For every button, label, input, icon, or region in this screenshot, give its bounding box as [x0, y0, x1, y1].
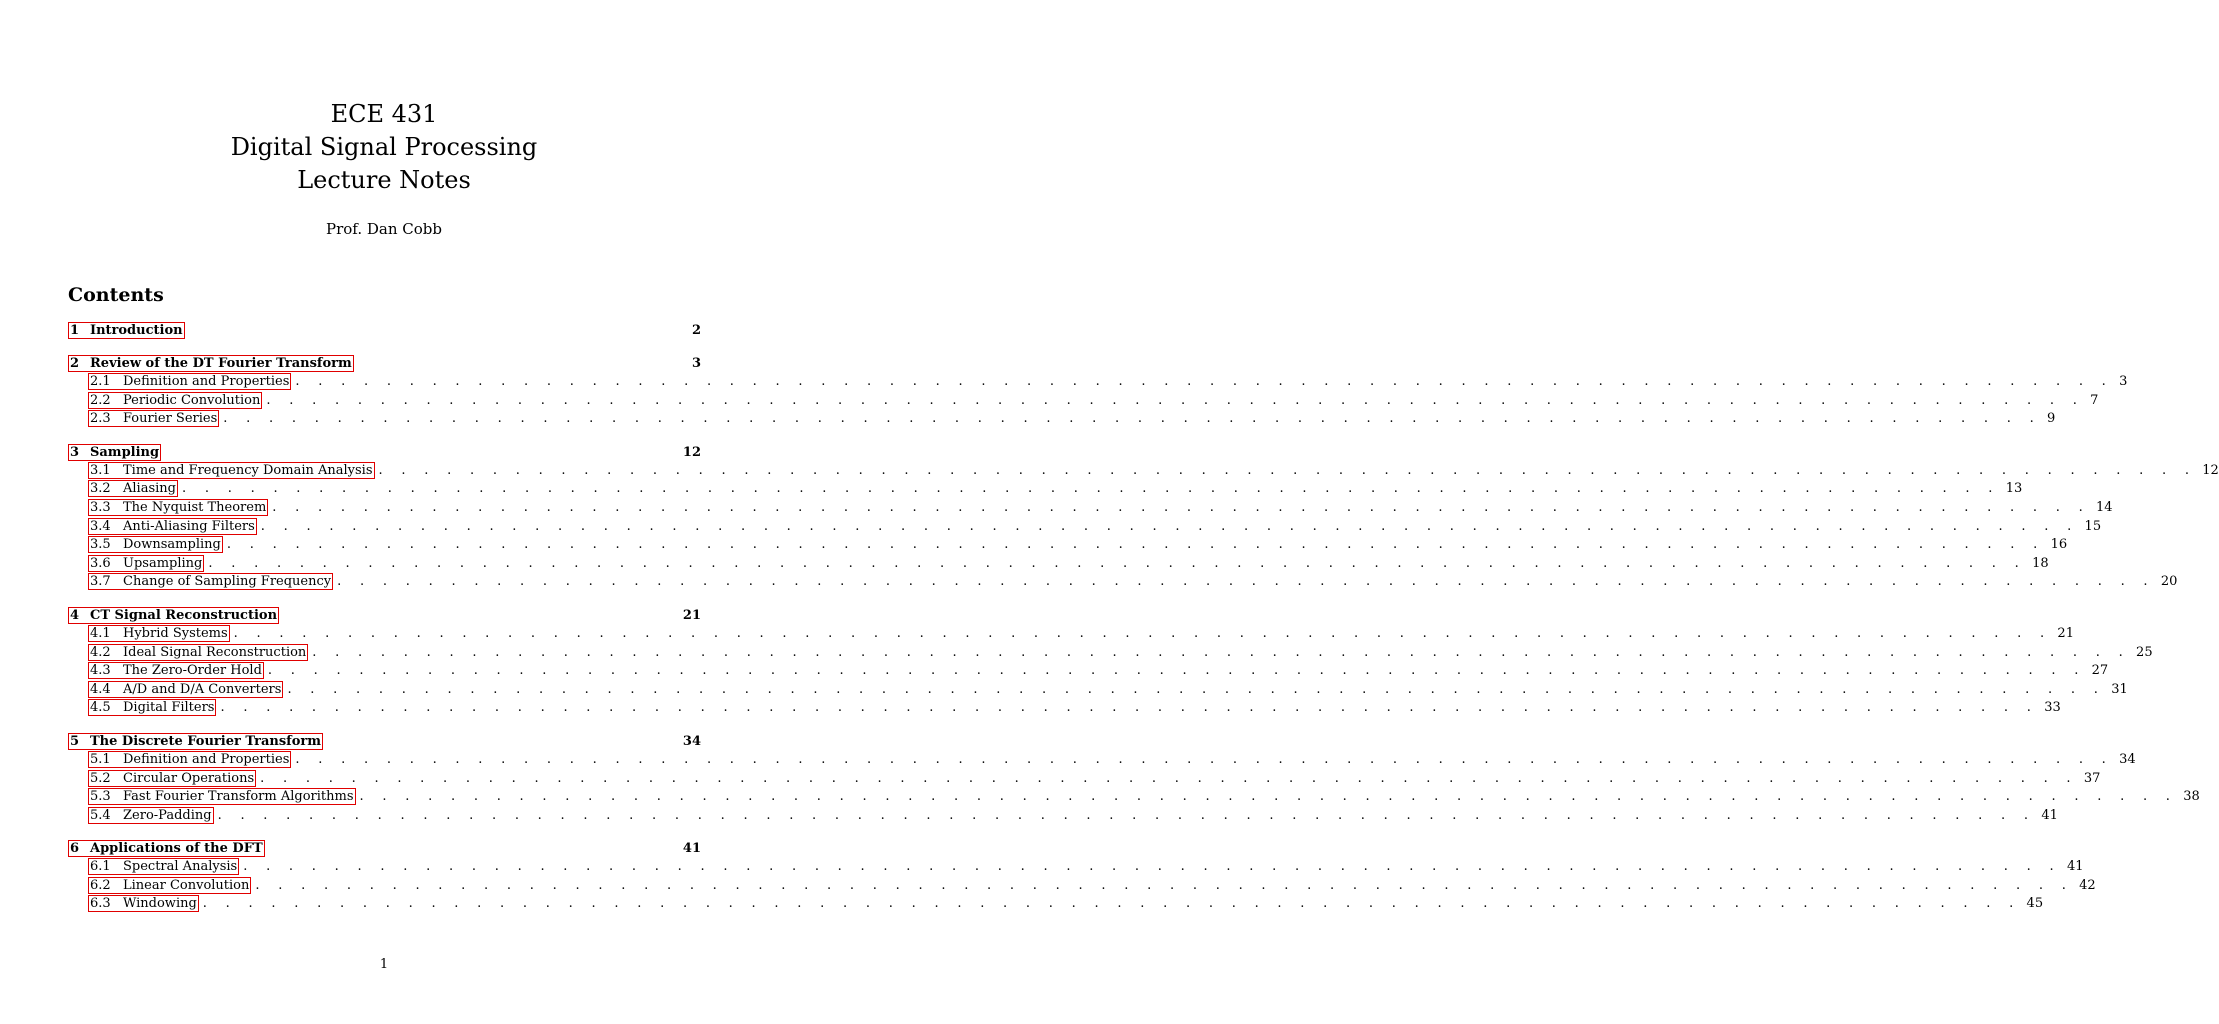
section-number: 4	[70, 607, 80, 623]
toc-subsection-row	[68, 625, 2074, 644]
subsection-title: Fourier Series	[123, 411, 218, 427]
toc-section-link[interactable]	[68, 733, 323, 750]
section-page: 2	[691, 323, 701, 338]
toc-section-row	[68, 444, 701, 462]
toc-section	[68, 322, 701, 340]
dot-leader: . . . . . . . . . . . . . . . . . . . . . . . . . . . . . . . . . . . . . . . . . . . . . . . . . . . . . . . . . . . . . . . . . . . . . . . . . . . . . . . .	[223, 411, 2042, 427]
subsection-title: The Nyquist Theorem	[123, 499, 267, 515]
toc-subsection-row	[68, 410, 2056, 429]
dot-leader: . . . . . . . . . . . . . . . . . . . . . . . . . . . . . . . . . . . . . . . . . . . . . . . . . . . . . . . . . . . . . . . . . . . . . . . . . . . . . . . .	[337, 574, 2155, 590]
toc-subsection-link[interactable]	[88, 662, 264, 679]
toc-section-row	[68, 733, 701, 751]
toc-subsection-row	[68, 751, 2136, 770]
subsection-title: Upsampling	[123, 555, 203, 571]
toc-subsection-row	[68, 499, 2113, 518]
subsection-page: 9	[2047, 411, 2056, 427]
toc-section	[68, 355, 2128, 429]
toc-subsection-row	[68, 644, 2153, 663]
toc-subsection-row	[68, 480, 2023, 499]
section-page: 34	[682, 733, 701, 749]
toc-subsection-link[interactable]	[88, 410, 219, 427]
subsection-number: 4.3	[90, 663, 111, 679]
subsection-page: 41	[2066, 859, 2084, 875]
subsection-title: Hybrid Systems	[123, 625, 228, 641]
subsection-number: 5.2	[90, 770, 111, 786]
toc-subsection-row	[68, 392, 2099, 411]
section-page: 21	[682, 607, 701, 623]
toc-section-row	[68, 840, 701, 858]
subsection-number: 5.4	[90, 807, 111, 823]
toc-subsection-link[interactable]	[88, 644, 308, 661]
toc-subsection-link[interactable]	[88, 895, 199, 912]
subsection-title: Linear Convolution	[123, 877, 250, 893]
dot-leader: . . . . . . . . . . . . . . . . . . . . . . . . . . . . . . . . . . . . . . . . . . . . . . . . . . . . . . . . . . . . . . . . . . . . . . . . . . . . . . . .	[226, 537, 2045, 553]
dot-leader: . . . . . . . . . . . . . . . . . . . . . . . . . . . . . . . . . . . . . . . . . . . . . . . . . . . . . . . . . . . . . . . . . . . . . . . . . . . . . . . .	[260, 770, 2078, 786]
subsection-title: Time and Frequency Domain Analysis	[123, 462, 373, 478]
toc-subsection-link[interactable]	[88, 518, 257, 535]
dot-leader: . . . . . . . . . . . . . . . . . . . . . . . . . . . . . . . . . . . . . . . . . . . . . . . . . . . . . . . . . . . . . . . . . . . . . . . . . . . . . . . .	[272, 499, 2091, 515]
subsection-number: 5.1	[90, 751, 111, 767]
subsection-title: Definition and Properties	[123, 751, 290, 767]
subsection-number: 5.3	[90, 789, 111, 805]
subsection-title: Change of Sampling Frequency	[123, 574, 332, 590]
subsection-page: 38	[2183, 789, 2200, 805]
toc-section	[68, 840, 2096, 914]
subsection-number: 3.2	[90, 481, 111, 497]
subsection-title: Fast Fourier Transform Algorithms	[123, 789, 354, 805]
dot-leader: . . . . . . . . . . . . . . . . . . . . . . . . . . . . . . . . . . . . . . . . . . . . . . . . . . . . . . . . . . . . . . . . . . . . . . . . . . . . . . . .	[295, 374, 2114, 389]
subsection-page: 45	[2026, 896, 2044, 912]
subsection-number: 3.1	[90, 462, 111, 478]
toc-subsection-row	[68, 699, 2061, 718]
subsection-number: 6.1	[90, 859, 111, 875]
toc-subsection-link[interactable]	[88, 373, 291, 390]
dot-leader: . . . . . . . . . . . . . . . . . . . . . . . . . . . . . . . . . . . . . . . . . . . . . . . . . . . . . . . . . . . . . . . . . . . . . . . . . . . . . . . .	[233, 625, 2052, 641]
document-type: Lecture Notes	[297, 166, 471, 194]
subsection-number: 2.2	[90, 392, 111, 408]
toc-subsection-row	[68, 895, 2044, 914]
toc-subsection-link[interactable]	[88, 770, 256, 787]
toc-section	[68, 607, 2153, 718]
subsection-page: 13	[2005, 481, 2023, 497]
toc-subsection-link[interactable]	[88, 392, 262, 409]
dot-leader: . . . . . . . . . . . . . . . . . . . . . . . . . . . . . . . . . . . . . . . . . . . . . . . . . . . . . . . . . . . . . . . . . . . . . . . . . . . . . . . .	[208, 555, 2027, 571]
subsection-number: 4.2	[90, 644, 111, 660]
toc-section-row	[68, 322, 701, 340]
dot-leader: . . . . . . . . . . . . . . . . . . . . . . . . . . . . . . . . . . . . . . . . . . . . . . . . . . . . . . . . . . . . . . . . . . . . . . . . . . . . . . . .	[255, 877, 2074, 893]
subsection-page: 27	[2091, 663, 2109, 679]
toc-subsection-row	[68, 462, 2219, 481]
toc-subsection-link[interactable]	[88, 499, 268, 516]
section-title: Applications of the DFT	[90, 841, 263, 857]
toc-subsection-link[interactable]	[88, 555, 204, 572]
toc-subsection-row	[68, 518, 2102, 537]
section-number: 1	[70, 323, 80, 338]
subsection-number: 3.4	[90, 518, 111, 534]
subsection-title: Downsampling	[123, 537, 221, 553]
section-title: Introduction	[90, 323, 183, 338]
toc-subsection-row	[68, 788, 2200, 807]
toc-subsection-link[interactable]	[88, 877, 251, 894]
section-title: The Discrete Fourier Transform	[90, 733, 322, 749]
toc-subsection-row	[68, 877, 2096, 896]
subsection-number: 4.1	[90, 625, 111, 641]
subsection-page: 12	[2202, 462, 2219, 478]
course-code: ECE 431	[330, 100, 438, 128]
subsection-number: 2.1	[90, 374, 111, 389]
subsection-number: 6.3	[90, 896, 111, 912]
toc-subsection-link[interactable]	[88, 625, 230, 642]
dot-leader: . . . . . . . . . . . . . . . . . . . . . . . . . . . . . . . . . . . . . . . . . . . . . . . . . . . . . . . . . . . . . . . . . . . . . . . . . . . . . . . .	[359, 789, 2178, 805]
section-page: 3	[691, 356, 701, 371]
subsection-page: 25	[2136, 644, 2153, 660]
section-number: 2	[70, 356, 80, 371]
table-of-contents	[68, 322, 2219, 929]
subsection-page: 41	[2041, 807, 2058, 823]
toc-section-link[interactable]	[68, 607, 279, 624]
toc-subsection-row	[68, 858, 2084, 877]
toc-subsection-link[interactable]	[88, 462, 375, 479]
section-number: 6	[70, 841, 80, 857]
toc-section-link[interactable]	[68, 355, 354, 372]
subsection-title: Aliasing	[123, 481, 176, 497]
subsection-title: Spectral Analysis	[123, 859, 238, 875]
toc-section-link[interactable]	[68, 840, 265, 857]
toc-subsection-row	[68, 373, 2128, 392]
subsection-title: Periodic Convolution	[123, 392, 261, 408]
section-number: 5	[70, 733, 80, 749]
page-number: 1	[379, 957, 389, 972]
toc-section-row	[68, 607, 701, 625]
subsection-title: Windowing	[123, 896, 197, 912]
subsection-page: 34	[2119, 751, 2136, 767]
dot-leader: . . . . . . . . . . . . . . . . . . . . . . . . . . . . . . . . . . . . . . . . . . . . . . . . . . . . . . . . . . . . . . . . . . . . . . . . . . . . . . . .	[312, 644, 2131, 660]
course-name: Digital Signal Processing	[230, 133, 538, 161]
subsection-page: 3	[2119, 374, 2128, 389]
toc-section-row	[68, 355, 701, 373]
section-page: 41	[682, 841, 701, 857]
subsection-page: 18	[2032, 555, 2049, 571]
subsection-page: 31	[2111, 681, 2128, 697]
section-page: 12	[682, 444, 701, 460]
toc-section	[68, 733, 2200, 825]
dot-leader: . . . . . . . . . . . . . . . . . . . . . . . . . . . . . . . . . . . . . . . . . . . . . . . . . . . . . . . . . . . . . . . . . . . . . . . . . . . . . . . .	[243, 859, 2061, 875]
subsection-page: 15	[2084, 518, 2102, 534]
subsection-title: Zero-Padding	[123, 807, 212, 823]
subsection-number: 3.6	[90, 555, 111, 571]
toc-subsection-row	[68, 662, 2109, 681]
dot-leader: . . . . . . . . . . . . . . . . . . . . . . . . . . . . . . . . . . . . . . . . . . . . . . . . . . . . . . . . . . . . . . . . . . . . . . . . . . . . . . . .	[267, 663, 2086, 679]
toc-subsection-link[interactable]	[88, 573, 333, 590]
toc-subsection-row	[68, 536, 2068, 555]
section-number: 3	[70, 444, 80, 460]
subsection-page: 14	[2096, 499, 2113, 515]
dot-leader: . . . . . . . . . . . . . . . . . . . . . . . . . . . . . . . . . . . . . . . . . . . . . . . . . . . . . . . . . . . . . . . . . . . . . . . . . . . . . . . .	[287, 681, 2106, 697]
title-block	[0, 98, 768, 197]
subsection-page: 20	[2160, 574, 2178, 590]
subsection-page: 37	[2083, 770, 2101, 786]
toc-section-link[interactable]	[68, 322, 185, 339]
contents-heading: Contents	[68, 284, 164, 306]
dot-leader: . . . . . . . . . . . . . . . . . . . . . . . . . . . . . . . . . . . . . . . . . . . . . . . . . . . . . . . . . . . . . . . . . . . . . . . . . . . . . . . .	[295, 751, 2114, 767]
dot-leader: . . . . . . . . . . . . . . . . . . . . . . . . . . . . . . . . . . . . . . . . . . . . . . . . . . . . . . . . . . . . . . . . . . . . . . . . . . . . . . . .	[217, 807, 2036, 823]
subsection-number: 2.3	[90, 411, 111, 427]
subsection-page: 7	[2090, 392, 2099, 408]
author: Prof. Dan Cobb	[326, 220, 442, 238]
dot-leader: . . . . . . . . . . . . . . . . . . . . . . . . . . . . . . . . . . . . . . . . . . . . . . . . . . . . . . . . . . . . . . . . . . . . . . . . . . . . . . . .	[202, 896, 2021, 912]
subsection-number: 4.4	[90, 681, 111, 697]
section-title: Review of the DT Fourier Transform	[90, 356, 352, 371]
toc-subsection-row	[68, 807, 2058, 826]
toc-subsection-row	[68, 573, 2178, 592]
subsection-title: Digital Filters	[123, 700, 215, 716]
subsection-title: Circular Operations	[123, 770, 255, 786]
subsection-title: The Zero-Order Hold	[123, 663, 262, 679]
subsection-number: 4.5	[90, 700, 111, 716]
toc-subsection-row	[68, 555, 2049, 574]
dot-leader: . . . . . . . . . . . . . . . . . . . . . . . . . . . . . . . . . . . . . . . . . . . . . . . . . . . . . . . . . . . . . . . . . . . . . . . . . . . . . . . .	[220, 700, 2039, 716]
toc-subsection-link[interactable]	[88, 858, 239, 875]
subsection-number: 3.7	[90, 574, 111, 590]
dot-leader: . . . . . . . . . . . . . . . . . . . . . . . . . . . . . . . . . . . . . . . . . . . . . . . . . . . . . . . . . . . . . . . . . . . . . . . . . . . . . . . .	[378, 462, 2197, 478]
section-title: CT Signal Reconstruction	[90, 607, 278, 623]
subsection-number: 6.2	[90, 877, 111, 893]
dot-leader: . . . . . . . . . . . . . . . . . . . . . . . . . . . . . . . . . . . . . . . . . . . . . . . . . . . . . . . . . . . . . . . . . . . . . . . . . . . . . . . .	[260, 518, 2079, 534]
toc-subsection-link[interactable]	[88, 681, 283, 698]
subsection-page: 42	[2079, 877, 2096, 893]
toc-subsection-link[interactable]	[88, 536, 223, 553]
toc-subsection-link[interactable]	[88, 480, 178, 497]
subsection-title: A/D and D/A Converters	[123, 681, 282, 697]
subsection-title: Ideal Signal Reconstruction	[123, 644, 307, 660]
dot-leader: . . . . . . . . . . . . . . . . . . . . . . . . . . . . . . . . . . . . . . . . . . . . . . . . . . . . . . . . . . . . . . . . . . . . . . . . . . . . . . . .	[266, 392, 2085, 408]
toc-section	[68, 444, 2219, 592]
subsection-page: 16	[2050, 537, 2068, 553]
toc-subsection-link[interactable]	[88, 751, 291, 768]
subsection-page: 33	[2044, 700, 2061, 716]
toc-subsection-link[interactable]	[88, 807, 214, 824]
subsection-number: 3.3	[90, 499, 111, 515]
dot-leader: . . . . . . . . . . . . . . . . . . . . . . . . . . . . . . . . . . . . . . . . . . . . . . . . . . . . . . . . . . . . . . . . . . . . . . . . . . . . . . . .	[181, 481, 2000, 497]
toc-subsection-link[interactable]	[88, 699, 216, 716]
subsection-number: 3.5	[90, 537, 111, 553]
toc-subsection-row	[68, 681, 2128, 700]
toc-subsection-link[interactable]	[88, 788, 356, 805]
toc-section-link[interactable]	[68, 444, 161, 461]
toc-subsection-row	[68, 770, 2101, 789]
subsection-page: 21	[2057, 625, 2074, 641]
subsection-title: Definition and Properties	[123, 374, 290, 389]
subsection-title: Anti-Aliasing Filters	[123, 518, 255, 534]
section-title: Sampling	[90, 444, 160, 460]
